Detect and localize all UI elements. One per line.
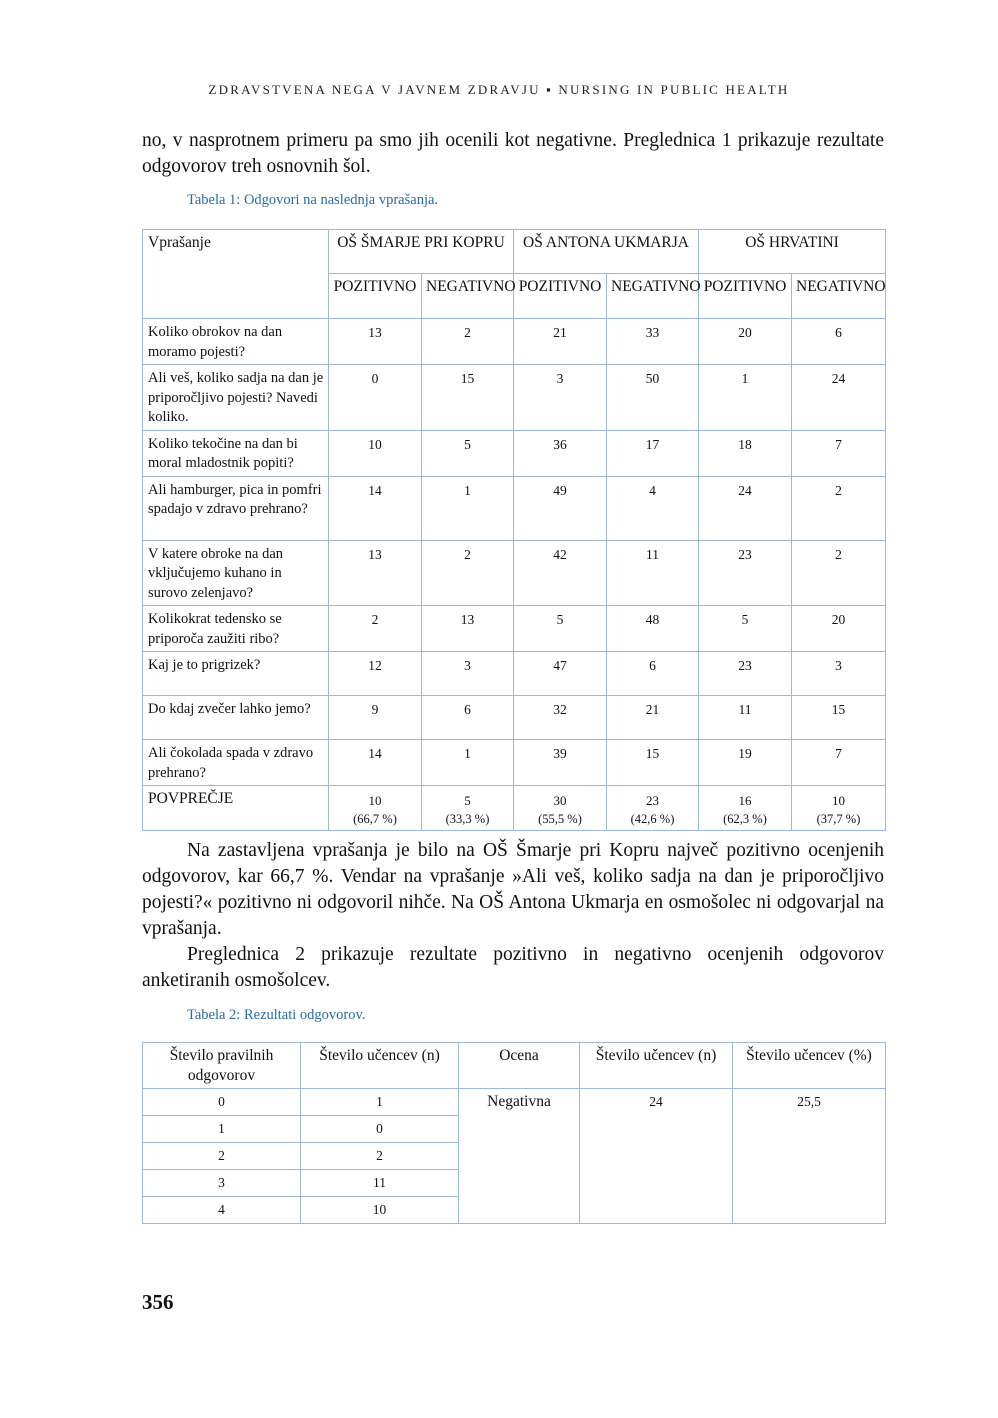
negative-count-cell: 2 (792, 476, 886, 540)
question-cell: Do kdaj zvečer lahko jemo? (143, 696, 329, 740)
running-head: ZDRAVSTVENA NEGA V JAVNEM ZDRAVJU ▪ NURSING IN PUBLIC HEALTH (208, 82, 790, 97)
average-row (143, 786, 886, 831)
average-label: POVPREČJE (143, 786, 329, 831)
grade-header: Ocena (459, 1043, 580, 1089)
negative-count-cell: 20 (792, 606, 886, 652)
positive-count-cell: 49 (514, 476, 607, 540)
average-percent: (33,3 %) (445, 812, 490, 826)
average-percent: (42,6 %) (630, 812, 675, 826)
positive-count-cell: 36 (514, 430, 607, 476)
school-header-hrvatini: OŠ HRVATINI (699, 230, 886, 274)
positive-count-cell: 19 (699, 740, 792, 786)
negative-count-cell: 5 (422, 430, 514, 476)
average-percent: (37,7 %) (816, 812, 861, 826)
positive-count-cell: 5 (514, 606, 607, 652)
positive-header: POZITIVNO (329, 274, 422, 319)
average-value: 10 (832, 793, 846, 808)
negative-count-cell: 7 (792, 740, 886, 786)
negative-count-cell: 4 (607, 476, 699, 540)
students-count-cell: 2 (301, 1143, 459, 1170)
positive-count-cell: 21 (514, 319, 607, 365)
question-cell: Kaj je to prigrizek? (143, 652, 329, 696)
positive-header: POZITIVNO (514, 274, 607, 319)
negative-count-cell: 21 (607, 696, 699, 740)
negative-header: NEGATIVNO (422, 274, 514, 319)
average-percent: (55,5 %) (538, 812, 582, 826)
positive-count-cell: 24 (699, 476, 792, 540)
negative-count-cell: 6 (792, 319, 886, 365)
students-count-cell: 11 (301, 1170, 459, 1197)
positive-count-cell: 5 (699, 606, 792, 652)
grade-cell: Negativna (459, 1089, 580, 1224)
grade-count-cell: 24 (580, 1089, 733, 1224)
positive-count-cell: 14 (329, 476, 422, 540)
positive-count-cell: 0 (329, 365, 422, 431)
grade-students-n-header: Število učencev (n) (580, 1043, 733, 1089)
average-cell (699, 786, 792, 831)
responses-table (142, 229, 886, 831)
negative-count-cell: 24 (792, 365, 886, 431)
average-cell (514, 786, 607, 831)
correct-answers-cell: 3 (143, 1170, 301, 1197)
table-row (143, 319, 886, 365)
average-value: 30 (553, 793, 567, 808)
question-cell: Ali hamburger, pica in pomfri spadajo v zdravo prehrano? (143, 476, 329, 540)
question-cell: Ali čokolada spada v zdravo prehrano? (143, 740, 329, 786)
table1-caption: Tabela 1: Odgovori na naslednja vprašanja. (187, 192, 439, 208)
positive-count-cell: 23 (699, 652, 792, 696)
negative-header: NEGATIVNO (792, 274, 886, 319)
negative-count-cell: 7 (792, 430, 886, 476)
negative-count-cell: 2 (422, 540, 514, 606)
average-value: 5 (464, 793, 471, 808)
negative-count-cell: 48 (607, 606, 699, 652)
average-cell (607, 786, 699, 831)
positive-count-cell: 1 (699, 365, 792, 431)
correct-answers-cell: 0 (143, 1089, 301, 1116)
negative-count-cell: 1 (422, 740, 514, 786)
positive-count-cell: 2 (329, 606, 422, 652)
positive-count-cell: 39 (514, 740, 607, 786)
correct-answers-cell: 1 (143, 1116, 301, 1143)
students-count-cell: 1 (301, 1089, 459, 1116)
table-row (143, 540, 886, 606)
results-paragraph: Na zastavljena vprašanja je bilo na OŠ Šmarje pri Kopru največ pozitivno ocenjenih odgovorov, kar 66,7 %. Vendar na vprašanje »Ali veš, koliko sadja na dan je priporočljivo pojesti?« pozitivno ni odgovoril nihče. Na OŠ Antona Ukmarja en osmošolec ni odgovarjal na vprašanja. (142, 840, 884, 939)
positive-count-cell: 42 (514, 540, 607, 606)
table2-intro-paragraph: Preglednica 2 prikazuje rezultate pozitivno in negativno ocenjenih odgovorov anketiranih osmošolcev. (142, 944, 884, 991)
question-cell: Koliko tekočine na dan bi moral mladostnik popiti? (143, 430, 329, 476)
average-cell (792, 786, 886, 831)
negative-count-cell: 17 (607, 430, 699, 476)
negative-count-cell: 2 (422, 319, 514, 365)
average-value: 10 (368, 793, 382, 808)
correct-answers-cell: 4 (143, 1197, 301, 1224)
students-count-cell: 10 (301, 1197, 459, 1224)
table-row (143, 1089, 886, 1116)
table-row (143, 606, 886, 652)
average-cell (329, 786, 422, 831)
question-cell: V katere obroke na dan vključujemo kuhano in surovo zelenjavo? (143, 540, 329, 606)
negative-count-cell: 3 (422, 652, 514, 696)
positive-header: POZITIVNO (699, 274, 792, 319)
average-value: 23 (646, 793, 660, 808)
page-number: 356 (142, 1290, 174, 1314)
positive-count-cell: 47 (514, 652, 607, 696)
negative-count-cell: 15 (792, 696, 886, 740)
table-row (143, 365, 886, 431)
positive-count-cell: 18 (699, 430, 792, 476)
grade-students-percent-header: Število učencev (%) (733, 1043, 886, 1089)
negative-count-cell: 50 (607, 365, 699, 431)
negative-count-cell: 1 (422, 476, 514, 540)
question-cell: Ali veš, koliko sadja na dan je priporočljivo pojesti? Navedi koliko. (143, 365, 329, 431)
positive-count-cell: 20 (699, 319, 792, 365)
question-cell: Kolikokrat tedensko se priporoča zaužiti ribo? (143, 606, 329, 652)
school-header-ukmar: OŠ ANTONA UKMARJA (514, 230, 699, 274)
negative-count-cell: 15 (422, 365, 514, 431)
positive-count-cell: 14 (329, 740, 422, 786)
negative-count-cell: 33 (607, 319, 699, 365)
positive-count-cell: 9 (329, 696, 422, 740)
positive-count-cell: 12 (329, 652, 422, 696)
intro-paragraph: no, v nasprotnem primeru pa smo jih ocenili kot negativne. Preglednica 1 prikazuje rezultate odgovorov treh osnovnih šol. (142, 130, 884, 177)
table-row (143, 476, 886, 540)
grade-percent-cell: 25,5 (733, 1089, 886, 1224)
positive-count-cell: 10 (329, 430, 422, 476)
table-row (143, 652, 886, 696)
table-row (143, 696, 886, 740)
table-row (143, 740, 886, 786)
negative-count-cell: 13 (422, 606, 514, 652)
negative-count-cell: 15 (607, 740, 699, 786)
positive-count-cell: 11 (699, 696, 792, 740)
positive-count-cell: 13 (329, 319, 422, 365)
students-n-header: Število učencev (n) (301, 1043, 459, 1089)
average-value: 16 (738, 793, 752, 808)
question-cell: Koliko obrokov na dan moramo pojesti? (143, 319, 329, 365)
negative-count-cell: 2 (792, 540, 886, 606)
positive-count-cell: 23 (699, 540, 792, 606)
negative-count-cell: 3 (792, 652, 886, 696)
negative-count-cell: 11 (607, 540, 699, 606)
correct-answers-cell: 2 (143, 1143, 301, 1170)
results-table (142, 1042, 886, 1224)
school-header-smarje: OŠ ŠMARJE PRI KOPRU (329, 230, 514, 274)
table-row (143, 430, 886, 476)
correct-answers-header: Število pravilnih odgovorov (143, 1043, 301, 1089)
average-cell (422, 786, 514, 831)
positive-count-cell: 13 (329, 540, 422, 606)
positive-count-cell: 32 (514, 696, 607, 740)
positive-count-cell: 3 (514, 365, 607, 431)
table2-caption: Tabela 2: Rezultati odgovorov. (187, 1007, 366, 1023)
average-percent: (66,7 %) (353, 812, 397, 826)
question-column-header: Vprašanje (143, 230, 329, 319)
negative-header: NEGATIVNO (607, 274, 699, 319)
negative-count-cell: 6 (422, 696, 514, 740)
average-percent: (62,3 %) (723, 812, 767, 826)
negative-count-cell: 6 (607, 652, 699, 696)
students-count-cell: 0 (301, 1116, 459, 1143)
